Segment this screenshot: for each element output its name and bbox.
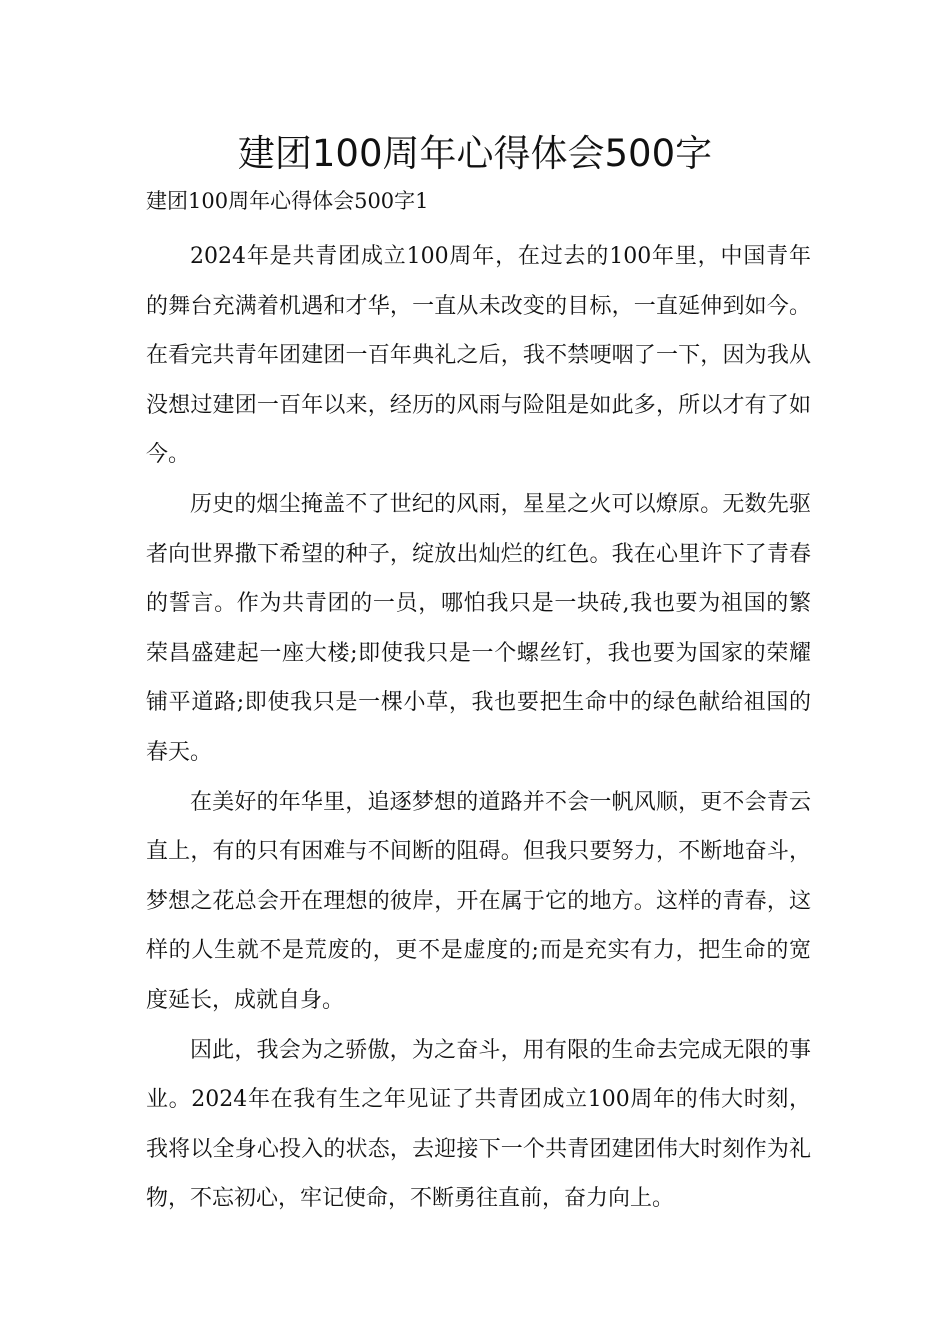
document-body bbox=[146, 232, 811, 1224]
paragraph: 因此，我会为之骄傲，为之奋斗，用有限的生命去完成无限的事业。2024年在我有生之年见证了共青团成立100周年的伟大时刻，我将以全身心投入的状态，去迎接下一个共青团建团伟大时刻作为礼物，不忘初心，牢记使命，不断勇往直前，奋力向上。 bbox=[146, 1037, 811, 1212]
document-subtitle: 建团100周年心得体会500字1 bbox=[146, 189, 429, 213]
paragraph: 2024年是共青团成立100周年，在过去的100年里，中国青年的舞台充满着机遇和才华，一直从未改变的目标，一直延伸到如今。在看完共青年团建团一百年典礼之后，我不禁哽咽了一下，因为我从没想过建团一百年以来，经历的风雨与险阻是如此多，所以才有了如今。 bbox=[146, 244, 811, 468]
paragraph: 历史的烟尘掩盖不了世纪的风雨，星星之火可以燎原。无数先驱者向世界撒下希望的种子，绽放出灿烂的红色。我在心里许下了青春的誓言。作为共青团的一员，哪怕我只是一块砖,我也要为祖国的繁荣昌盛建起一座大楼;即使我只是一个螺丝钉，我也要为国家的荣耀铺平道路;即使我只是一棵小草，我也要把生命中的绿色献给祖国的春天。 bbox=[146, 491, 811, 765]
paragraph: 在美好的年华里，追逐梦想的道路并不会一帆风顺，更不会青云直上，有的只有困难与不间断的阻碍。但我只要努力，不断地奋斗，梦想之花总会开在理想的彼岸，开在属于它的地方。这样的青春，这样的人生就不是荒废的，更不是虚度的;而是充实有力，把生命的宽度延长，成就自身。 bbox=[146, 789, 811, 1013]
document-title: 建团100周年心得体会500字 bbox=[237, 132, 713, 175]
